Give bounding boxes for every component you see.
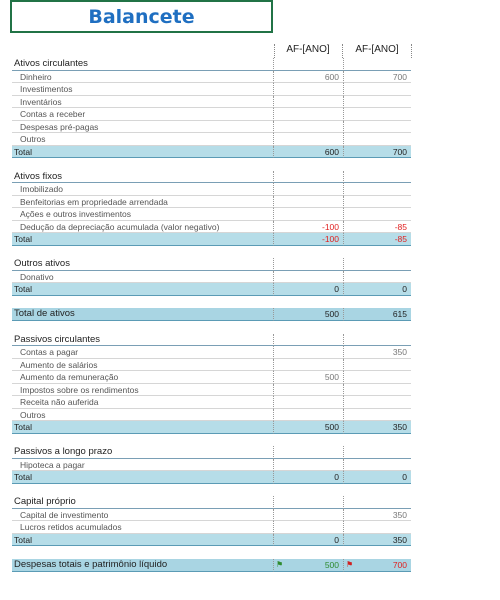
row-value-2[interactable]: -85 [343, 221, 411, 234]
table-row[interactable] [12, 384, 411, 397]
section-heading-row[interactable] [12, 258, 411, 271]
column-header-1[interactable]: AF-[ANO] [286, 44, 330, 55]
row-label: Despesas pré-pagas [12, 121, 273, 134]
empty-cell[interactable] [343, 171, 411, 184]
total-row[interactable] [12, 421, 411, 434]
total-row[interactable] [12, 233, 411, 246]
table-row[interactable] [12, 133, 411, 146]
row-value-2[interactable] [343, 371, 411, 384]
table-row[interactable] [12, 396, 411, 409]
row-value-1[interactable] [273, 384, 343, 397]
total-label: Total [12, 534, 273, 547]
spacer-row [12, 246, 411, 259]
row-value-1[interactable] [273, 509, 343, 522]
table-row[interactable] [12, 359, 411, 372]
row-value-1[interactable] [273, 271, 343, 284]
row-value-2[interactable] [343, 121, 411, 134]
row-label: Dedução da depreciação acumulada (valor negativo) [12, 221, 273, 234]
row-value-1[interactable] [273, 521, 343, 534]
row-value-2[interactable] [343, 96, 411, 109]
table-row[interactable] [12, 459, 411, 472]
section-heading-row[interactable] [12, 171, 411, 184]
section-heading: Outros ativos [12, 258, 273, 271]
table-row[interactable] [12, 271, 411, 284]
row-value-2[interactable] [343, 521, 411, 534]
grand-total-label: Total de ativos [12, 308, 273, 321]
total-label: Total [12, 421, 273, 434]
total-row[interactable] [12, 146, 411, 159]
grand-total-value-2[interactable]: 615 [343, 308, 411, 321]
total-value-2[interactable]: 350 [343, 534, 411, 547]
row-value-2[interactable] [343, 208, 411, 221]
row-label: Receita não auferida [12, 396, 273, 409]
grand-total-value-2[interactable] [343, 559, 411, 572]
row-label: Impostos sobre os rendimentos [12, 384, 273, 397]
grand-total-value-1-text: 500 [324, 559, 339, 570]
empty-cell[interactable] [273, 446, 343, 459]
red-flag-icon: ⚑ [346, 559, 354, 569]
empty-cell[interactable] [343, 496, 411, 509]
spacer-row [12, 321, 411, 334]
total-label: Total [12, 471, 273, 484]
row-value-1[interactable]: 500 [273, 371, 343, 384]
table-row[interactable] [12, 509, 411, 522]
row-value-2[interactable]: 700 [343, 71, 411, 84]
column-divider [411, 44, 412, 58]
table-row[interactable] [12, 221, 411, 234]
row-label: Outros [12, 133, 273, 146]
grand-total-row[interactable] [12, 308, 411, 321]
total-row[interactable] [12, 471, 411, 484]
table-row[interactable] [12, 196, 411, 209]
total-value-2[interactable]: -85 [343, 233, 411, 246]
row-label: Contas a pagar [12, 346, 273, 359]
section-heading-row[interactable] [12, 446, 411, 459]
table-row[interactable] [12, 83, 411, 96]
empty-cell[interactable] [343, 334, 411, 347]
row-value-2[interactable] [343, 359, 411, 372]
row-value-1[interactable] [273, 346, 343, 359]
row-label: Aumento da remuneração [12, 371, 273, 384]
row-label: Inventários [12, 96, 273, 109]
empty-cell[interactable] [343, 446, 411, 459]
grand-total-value-2-text: 700 [392, 559, 407, 570]
row-label: Benfeitorias em propriedade arrendada [12, 196, 273, 209]
total-label: Total [12, 283, 273, 296]
column-divider [342, 44, 343, 58]
spacer-row [12, 158, 411, 171]
total-value-2[interactable]: 350 [343, 421, 411, 434]
row-value-1[interactable] [273, 459, 343, 472]
row-value-2[interactable] [343, 271, 411, 284]
empty-cell[interactable] [273, 58, 343, 71]
row-value-2[interactable] [343, 108, 411, 121]
table-row[interactable] [12, 409, 411, 422]
total-value-2[interactable]: 0 [343, 283, 411, 296]
row-value-2[interactable] [343, 83, 411, 96]
row-label: Hipoteca a pagar [12, 459, 273, 472]
row-value-2[interactable]: 350 [343, 346, 411, 359]
spacer-row [12, 546, 411, 559]
table-row[interactable] [12, 183, 411, 196]
row-value-1[interactable] [273, 409, 343, 422]
section-heading: Passivos circulantes [12, 334, 273, 347]
total-value-1[interactable]: 600 [273, 146, 343, 159]
spacer-row [12, 434, 411, 447]
row-value-1[interactable] [273, 359, 343, 372]
spacer-row [12, 296, 411, 309]
total-value-2[interactable]: 700 [343, 146, 411, 159]
total-label: Total [12, 233, 273, 246]
row-label: Contas a receber [12, 108, 273, 121]
table-row[interactable] [12, 71, 411, 84]
row-value-2[interactable] [343, 183, 411, 196]
row-value-2[interactable]: 350 [343, 509, 411, 522]
empty-cell[interactable] [343, 58, 411, 71]
row-value-1[interactable] [273, 196, 343, 209]
sheet-title[interactable]: Balancete [10, 0, 273, 33]
table-row[interactable] [12, 346, 411, 359]
empty-cell[interactable] [273, 258, 343, 271]
total-value-2[interactable]: 0 [343, 471, 411, 484]
row-value-2[interactable] [343, 384, 411, 397]
row-value-1[interactable] [273, 83, 343, 96]
empty-cell[interactable] [273, 496, 343, 509]
total-row[interactable] [12, 534, 411, 547]
row-label: Donativo [12, 271, 273, 284]
section-heading: Capital próprio [12, 496, 273, 509]
total-value-1[interactable]: 0 [273, 471, 343, 484]
row-value-1[interactable]: 600 [273, 71, 343, 84]
row-label: Aumento de salários [12, 359, 273, 372]
row-value-1[interactable] [273, 208, 343, 221]
row-label: Ações e outros investimentos [12, 208, 273, 221]
table-row[interactable] [12, 208, 411, 221]
green-flag-icon: ⚑ [276, 559, 284, 569]
row-value-2[interactable] [343, 133, 411, 146]
total-value-1[interactable]: 0 [273, 283, 343, 296]
grand-total-value-1[interactable]: 500 [273, 308, 343, 321]
total-value-1[interactable]: 0 [273, 534, 343, 547]
section-heading: Ativos fixos [12, 171, 273, 184]
column-header-2[interactable]: AF-[ANO] [355, 44, 399, 55]
row-label: Dinheiro [12, 71, 273, 84]
table-row[interactable] [12, 121, 411, 134]
total-value-1[interactable]: -100 [273, 233, 343, 246]
row-value-2[interactable] [343, 196, 411, 209]
row-value-2[interactable] [343, 396, 411, 409]
row-value-1[interactable] [273, 396, 343, 409]
row-value-1[interactable] [273, 121, 343, 134]
section-heading-row[interactable] [12, 496, 411, 509]
grand-total-label: Despesas totais e patrimônio líquido [12, 559, 273, 572]
grand-total-value-1[interactable] [273, 559, 343, 572]
row-label: Imobilizado [12, 183, 273, 196]
row-value-2[interactable] [343, 409, 411, 422]
row-value-1[interactable] [273, 183, 343, 196]
section-heading: Ativos circulantes [12, 58, 273, 71]
empty-cell[interactable] [273, 334, 343, 347]
row-label: Investimentos [12, 83, 273, 96]
table-row[interactable] [12, 371, 411, 384]
row-label: Outros [12, 409, 273, 422]
row-value-1[interactable] [273, 108, 343, 121]
row-value-1[interactable] [273, 96, 343, 109]
table-row[interactable] [12, 96, 411, 109]
spacer-row [12, 484, 411, 497]
section-heading-row[interactable] [12, 334, 411, 347]
spacer-row [12, 572, 411, 585]
row-value-1[interactable]: -100 [273, 221, 343, 234]
row-value-1[interactable] [273, 133, 343, 146]
total-row[interactable] [12, 283, 411, 296]
table-row[interactable] [12, 108, 411, 121]
section-heading-row[interactable] [12, 58, 411, 71]
row-label: Lucros retidos acumulados [12, 521, 273, 534]
column-divider [274, 44, 275, 58]
table-row[interactable] [12, 521, 411, 534]
empty-cell[interactable] [343, 258, 411, 271]
balance-sheet-grid [12, 58, 411, 584]
section-heading: Passivos a longo prazo [12, 446, 273, 459]
grand-total-row[interactable] [12, 559, 411, 572]
row-label: Capital de investimento [12, 509, 273, 522]
total-label: Total [12, 146, 273, 159]
total-value-1[interactable]: 500 [273, 421, 343, 434]
row-value-2[interactable] [343, 459, 411, 472]
empty-cell[interactable] [273, 171, 343, 184]
